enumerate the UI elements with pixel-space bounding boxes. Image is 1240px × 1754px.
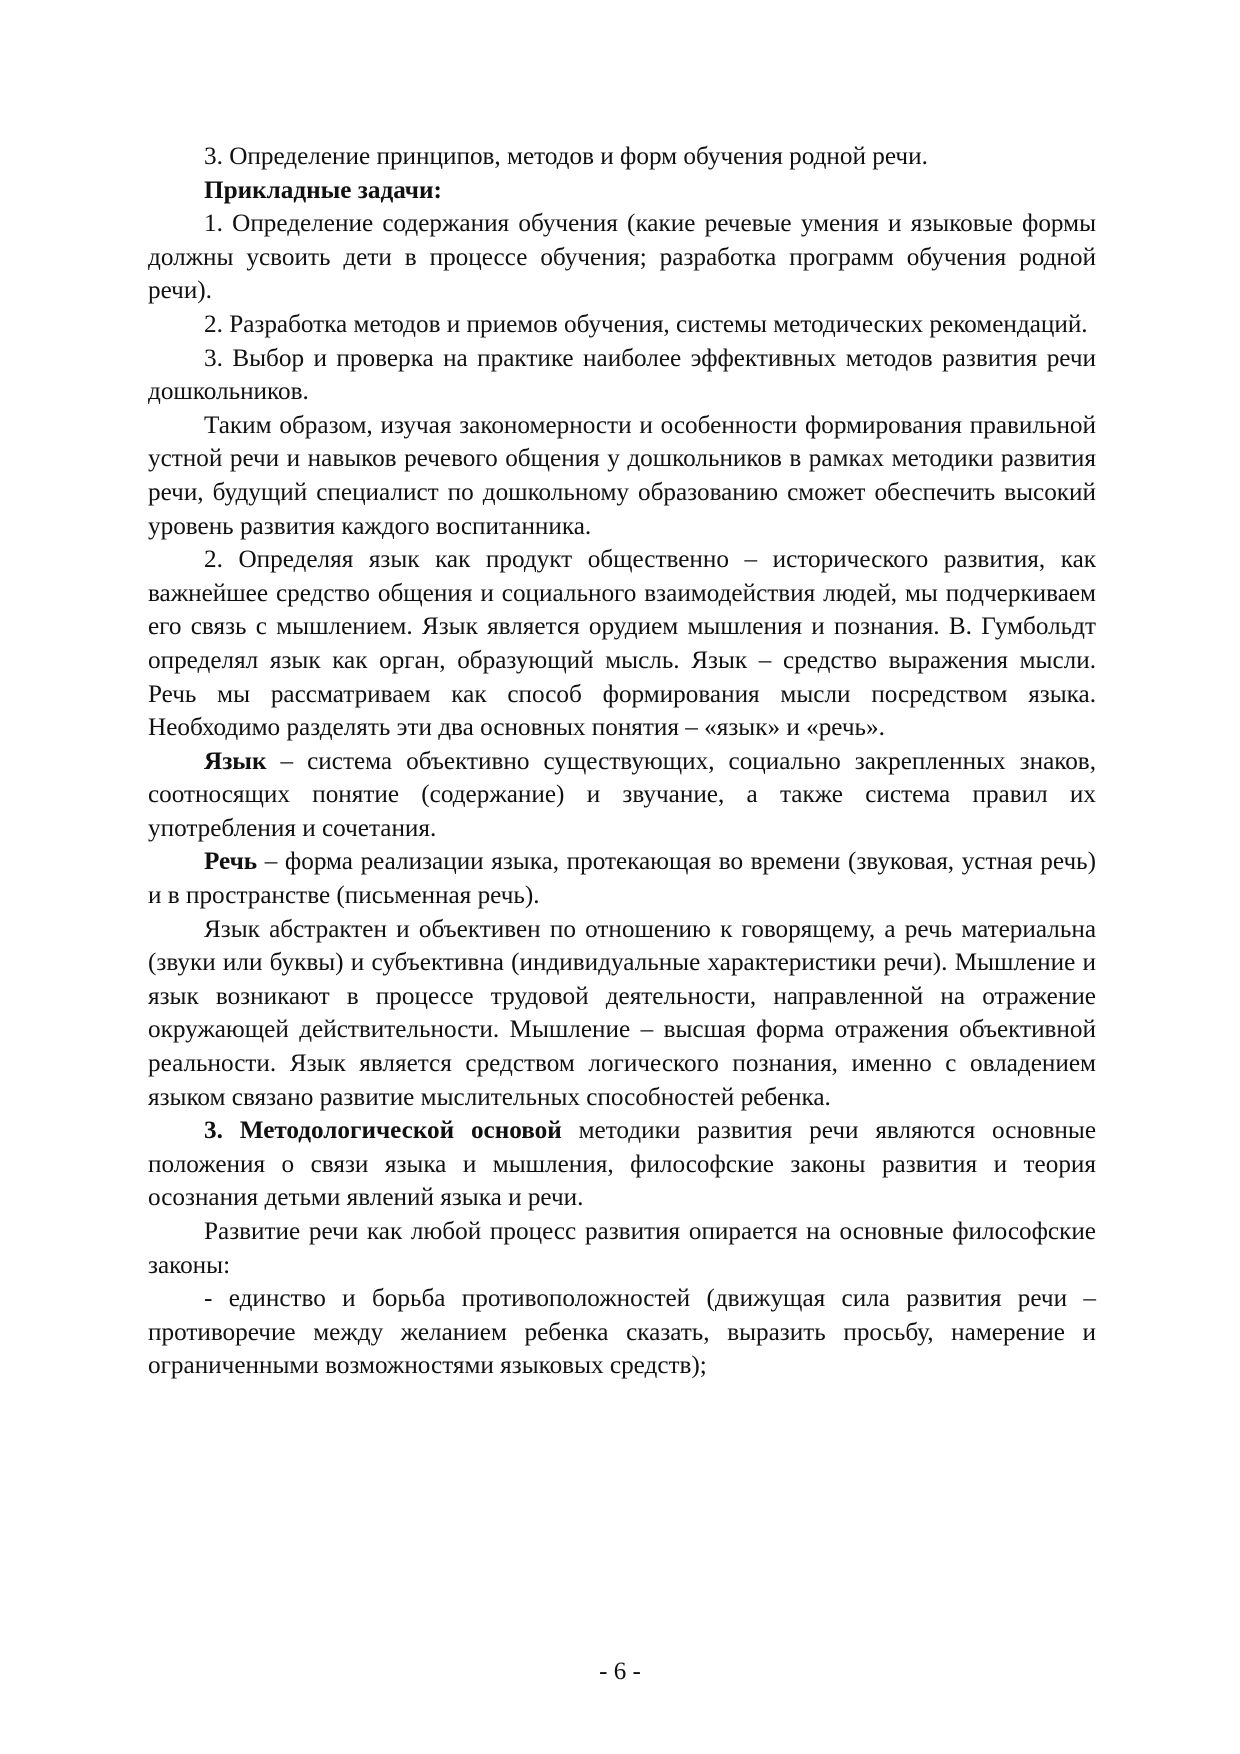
paragraph-applied-1 [148, 207, 1096, 308]
paragraph-text: 3. Определение принципов, методов и форм обучения родной речи. [204, 143, 928, 170]
paragraph-text: Язык абстрактен и объективен по отношению к говорящему, а речь материальна (звуки или буквы) и субъективна (индивидуальные характеристики речи). Мышление и язык возникают в процессе трудовой деятельности, направленной на отражение окружающей действительности. Мышление – высшая форма отражения объективной реальности. Язык является средством логического познания, именно с овладением языком связано развитие мыслительных способностей ребенка. [148, 915, 1096, 1111]
paragraph-language-definition [148, 543, 1096, 745]
paragraph-applied-2 [148, 308, 1096, 342]
paragraph-speech-term [148, 845, 1096, 912]
paragraph-language-term [148, 745, 1096, 846]
page-number: - 6 - [599, 1658, 641, 1685]
heading-applied-tasks [148, 174, 1096, 208]
term-language: Язык [204, 747, 267, 775]
paragraph-text: 2. Разработка методов и приемов обучения, системы методических рекомендаций. [204, 310, 1088, 338]
paragraph-text: – система объективно существующих, социально закрепленных знаков, соотносящих понятие (содержание) и звучание, а также система правил их употребления и сочетания. [148, 747, 1096, 842]
paragraph-text: 2. Определяя язык как продукт общественно – исторического развития, как важнейшее средство общения и социального взаимодействия людей, мы подчеркиваем его связь с мышлением. Язык является орудием мышления и познания. В. Гумбольдт определял язык как орган, образующий мысль. Язык – средство выражения мысли. Речь мы рассматриваем как способ формирования мысли посредством языка. Необходимо разделять эти два основных понятия – «язык» и «речь». [148, 546, 1096, 742]
paragraph-methodological-basis [148, 1114, 1096, 1215]
paragraph-text: Развитие речи как любой процесс развития опирается на основные философские законы: [148, 1218, 1096, 1279]
term-speech: Речь [204, 848, 258, 876]
paragraph-text: – форма реализации языка, протекающая во времени (звуковая, устная речь) и в пространстве (письменная речь). [148, 848, 1096, 910]
term-methodological-basis: 3. Методологической основой [204, 1117, 562, 1145]
paragraph-text: - единство и борьба противоположностей (движущая сила развития речи – противоречие между желанием ребенка сказать, выразить просьбу, намерение и ограниченными возможностями языковых средств); [148, 1285, 1096, 1380]
heading-text: Прикладные задачи: [204, 176, 442, 204]
paragraph-applied-3 [148, 342, 1096, 409]
paragraph-unity-of-opposites [148, 1282, 1096, 1383]
paragraph-text: 3. Выбор и проверка на практике наиболее эффективных методов развития речи дошкольников. [148, 344, 1096, 406]
paragraph-conclusion [148, 409, 1096, 543]
paragraph-task-3 [148, 140, 1096, 174]
page-body [148, 140, 1096, 1383]
paragraph-text: Таким образом, изучая закономерности и особенности формирования правильной устной речи и навыков речевого общения у дошкольников в рамках методики развития речи, будущий специалист по дошкольному образованию сможет обеспечить высокий уровень развития каждого воспитанника. [148, 411, 1096, 540]
paragraph-philosophical-laws [148, 1215, 1096, 1282]
paragraph-text: 1. Определение содержания обучения (какие речевые умения и языковые формы должны усвоить дети в процессе обучения; разработка программ обучения родной речи). [148, 210, 1096, 305]
paragraph-abstract [148, 913, 1096, 1115]
paragraph-text: методики развития речи являются основные положения о связи языка и мышления, философские законы развития и теория осознания детьми явлений языка и речи. [148, 1117, 1096, 1212]
